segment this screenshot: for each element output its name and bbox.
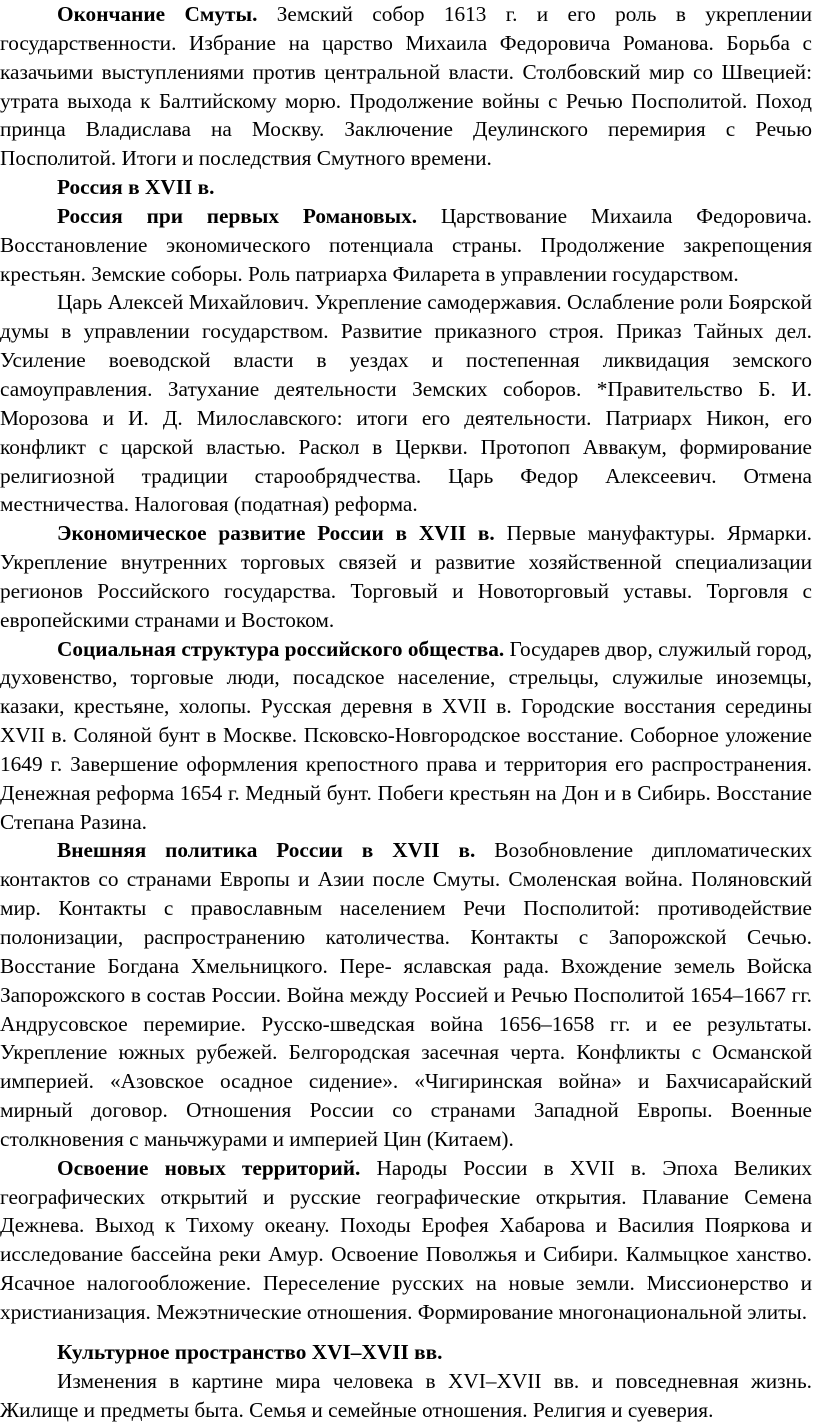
paragraph-body: Царь Алексей Михайлович. Укрепление самодержавия. Ослабление роли Боярской думы в управлении государством. Развитие приказного строя. Приказ Тайных дел. Усиление воеводской власти в уездах и постепенная ликвидация земского самоуправления. Затухание деятельности Земских соборов. *Правительство Б. И. Морозова и И. Д. Милославского: итоги его деятельности. Патриарх Никон, его конфликт с царской властью. Раскол в Церкви. Протопоп Аввакум, формирование религиозной традиции старообрядчества. Царь Федор Алексеевич. Отмена местничества. Налоговая (податная) реформа.	[0, 290, 812, 517]
paragraph-economic-development	[0, 519, 812, 634]
paragraph-body: Царствование Михаила Федоровича. Восстановление экономического потенциала страны. Продолжение закрепощения крестьян. Земские соборы. Роль патриарха Филарета в управлении государством.	[0, 203, 812, 286]
paragraph-first-romanovs	[0, 202, 812, 289]
section-heading-text: Культурное пространство XVI–XVII вв.	[57, 1339, 443, 1364]
paragraph-social-structure	[0, 635, 812, 837]
paragraph-body: Земский собор 1613 г. и его роль в укреплении государственности. Избрание на царство Михаила Федоровича Романова. Борьба с казачьими выступлениями против центральной власти. Столбовский мир со Швецией: утрата выхода к Балтийскому морю. Продолжение войны с Речью Посполитой. Поход принца Владислава на Москву. Заключение Деулинского перемирия с Речью Посполитой. Итоги и последствия Смутного времени.	[0, 2, 812, 171]
paragraph-body: Возобновление дипломатических контактов со странами Европы и Азии после Смуты. Смоленская война. Поляновский мир. Контакты с православным населением Речи Посполитой: противодействие полонизации, распространению католичества. Контакты с Запорожской Сечью. Восстание Богдана Хмельницкого. Пере- яславская рада. Вхождение земель Войска Запорожского в состав России. Война между Россией и Речью Посполитой 1654–1667 гг. Андрусовское перемирие. Русско-шведская война 1656–1658 гг. и ее результаты. Укрепление южных рубежей. Белгородская засечная черта. Конфликты с Османской империей. «Азовское осадное сидение». «Чигиринская война» и Бахчисарайский мирный договор. Отношения России со странами Западной Европы. Военные столкновения с маньчжурами и империей Цин (Китаем).	[0, 838, 812, 1151]
paragraph-foreign-policy	[0, 836, 812, 1153]
paragraph-title: Экономическое развитие России в XVII в.	[57, 521, 495, 546]
paragraph-end-of-troubles	[0, 0, 812, 173]
section-heading-cultural-space	[0, 1338, 812, 1367]
paragraph-new-territories	[0, 1154, 812, 1327]
section-heading-text: Россия в XVII в.	[57, 175, 215, 200]
paragraph-body: Изменения в картине мира человека в XVI–XVII вв. и повседневная жизнь. Жилище и предметы быта. Семья и семейные отношения. Религия и суеверия.	[0, 1368, 812, 1422]
paragraph-spacer	[0, 1327, 812, 1338]
paragraph-body: Государев двор, служилый город, духовенство, торговые люди, посадское население, стрельцы, служилые иноземцы, казаки, крестьяне, холопы. Русская деревня в XVII в. Городские восстания середины XVII в. Соляной бунт в Москве. Псковско-Новгородское восстание. Соборное уложение 1649 г. Завершение оформления крепостного права и территория его распространения. Денежная реформа 1654 г. Медный бунт. Побеги крестьян на Дон и в Сибирь. Восстание Степана Разина.	[0, 636, 813, 834]
paragraph-title: Россия при первых Романовых.	[57, 203, 418, 228]
paragraph-world-picture	[0, 1367, 812, 1424]
section-heading-russia-17c	[0, 173, 812, 202]
paragraph-body: Первые мануфактуры. Ярмарки. Укрепление внутренних торговых связей и развитие хозяйственной специализации регионов Российского государства. Торговый и Новоторговый уставы. Торговля с европейскими странами и Востоком.	[0, 521, 812, 632]
paragraph-title: Освоение новых территорий.	[57, 1155, 361, 1180]
paragraph-alexei-mikhailovich	[0, 288, 812, 519]
paragraph-title: Окончание Смуты.	[57, 2, 258, 26]
paragraph-title: Внешняя политика России в XVII в.	[57, 838, 476, 863]
paragraph-body: Народы России в XVII в. Эпоха Великих географических открытий и русские географические открытия. Плавание Семена Дежнева. Выход к Тихому океану. Походы Ерофея Хабарова и Василия Пояркова и исследование бассейна реки Амур. Освоение Поволжья и Сибири. Калмыцкое ханство. Ясачное налогообложение. Переселение русских на новые земли. Миссионерство и христианизация. Межэтнические отношения. Формирование многонациональной элиты.	[0, 1155, 812, 1324]
paragraph-title: Социальная структура российского общества.	[57, 636, 505, 661]
